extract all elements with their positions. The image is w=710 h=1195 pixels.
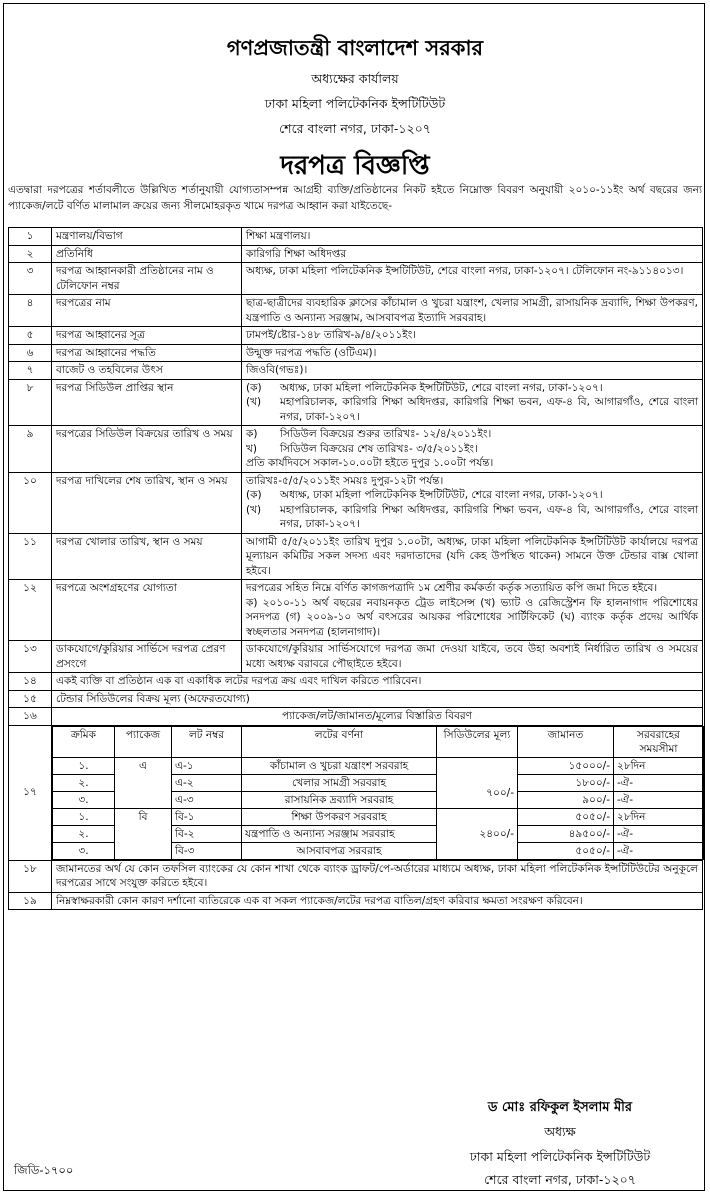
row-label: দরপত্র খোলার তারিখ, স্থান ও সময় — [52, 533, 242, 580]
gd-number: জিডি-১৭০০ — [14, 1163, 74, 1177]
lot-serial: ২. — [53, 825, 115, 842]
lot-header-row — [53, 726, 704, 757]
lot-price: ২৪০০/- — [437, 808, 518, 859]
item-text: অধ্যক্ষ, ঢাকা মহিলা পলিটেকনিক ইন্সটিটিউট, শেরে বাংলা নগর, ঢাকা-১২০৭। — [280, 489, 603, 501]
lot-description: আসবাবপত্র সরবরাহ — [242, 842, 437, 859]
lot-period: -ঐ- — [614, 825, 704, 842]
row-value: উন্মুক্ত দরপত্র পদ্ধতি (ওটিএম)। — [242, 344, 703, 362]
lot-row — [53, 757, 704, 774]
row-value: জামানতের অর্থ যে কোন তফসিল ব্যাংকের যে কোন শাখা থেকে ব্যাংক ড্রাফট/পে-অর্ডারের মাধ্যমে অধ্যক্ষ, ঢাকা মহিলা পলিটেকনিক ইন্সটিটিউটের অনুকূলে দরপত্রের সাথে সংযুক্ত করিতে হইবে। — [52, 860, 703, 892]
row-value: ছাত্র-ছাত্রীদের ব্যবহারিক ক্লাসের কাঁচামাল ও খুচরা যন্ত্রাংশ, খেলার সামগ্রী, রাসায়নিক দ্রব্যাদি, শিক্ষা উপকরণ, যন্ত্রপাতি ও অন্যান্য সরঞ্জাম, আসবাবপত্র ইত্যাদি সরবরাহ। — [242, 295, 703, 327]
signatory-name: ড মোঃ রফিকুল ইসলাম মীর — [487, 1100, 633, 1115]
row-value: টেন্ডার সিডিউলের বিক্রয় মূল্য (অফেরতযোগ্য) — [52, 690, 703, 708]
item-text: দরপত্রের সহিত নিম্নে বর্ণিত কাগজপত্রাদি ১ম শ্রেণীর কর্মকর্তা কর্তৃক সত্যায়িত কপি জমা দিতে হইবে। — [246, 582, 658, 594]
notice-title: দরপত্র বিজ্ঞপ্তি — [280, 151, 430, 181]
item-text: তারিখঃ-৫/৫/২০১১ইং সময়ঃ দুপুর-১২টা পর্যন্ত। — [246, 474, 444, 487]
header-lot: লট নম্বর — [172, 726, 242, 757]
tender-table — [8, 227, 703, 910]
row-number: ১৯ — [9, 892, 52, 910]
row-label: ডাকযোগে/কুরিয়ার সার্ভিসে দরপত্র প্রেরণ প্রসংগে — [52, 641, 242, 673]
table-row — [9, 860, 703, 892]
table-row — [9, 472, 703, 533]
lot-number: বি-২ — [172, 825, 242, 842]
lot-period: -ঐ- — [614, 842, 704, 859]
header-package: প্যাকেজ — [115, 726, 172, 757]
table-row — [9, 344, 703, 362]
row-value: প্যাকেজ/লট/জামানত/মূল্যের বিস্তারিত বিবরণ — [52, 708, 703, 726]
lot-serial: ২. — [53, 774, 115, 791]
lot-period: -ঐ- — [614, 791, 704, 808]
item-text: মহাপরিচালক, কারিগরি শিক্ষা অধিদপ্তর, কারিগরি শিক্ষা ভবন, এফ-৪ বি, আগারগাঁও, শেরে বাংলা নগর, ঢাকা-১২০৭। — [280, 396, 698, 423]
item-text: মহাপরিচালক, কারিগরি শিক্ষা অধিদপ্তর, কারিগরি শিক্ষা ভবন, এফ-৪ বি, আগারগাঁও, শেরে বাংলা নগর, ঢাকা-১২০৭। — [280, 503, 698, 530]
item-text: সিডিউল বিক্রয়ের শেষ তারিখঃ- ৩/৫/২০১১ইং। — [280, 442, 478, 455]
row-value — [242, 426, 703, 473]
row-label: দরপত্রের সিডিউল বিক্রয়ের তারিখ ও সময় — [52, 426, 242, 473]
row-value: একই ব্যক্তি বা প্রতিষ্ঠান এক বা একাধিক লটের দরপত্র ক্রয় এবং দাখিল করিতে পারিবেন। — [52, 673, 703, 691]
row-number: ১১ — [9, 533, 52, 580]
row-number: ১২ — [9, 580, 52, 641]
lot-package: এ — [115, 757, 172, 808]
row-label: দরপত্র সিডিউল প্রাপ্তির স্থান — [52, 379, 242, 426]
institute-address: শেরে বাংলা নগর, ঢাকা-১২০৭ — [279, 121, 431, 136]
signatory-address: শেরে বাংলা নগর, ঢাকা-১২০৭ — [484, 1172, 636, 1187]
lot-serial: ৩. — [53, 791, 115, 808]
item-marker: (খ) — [246, 503, 262, 516]
row-value: জিওবি(গভঃ)। — [242, 362, 703, 380]
lot-number: এ-৩ — [172, 791, 242, 808]
table-row — [9, 362, 703, 380]
row-label: দরপত্র আহ্বানের সূত্র — [52, 327, 242, 345]
lot-table — [52, 726, 704, 860]
lot-security: ১৮০০/- — [518, 774, 614, 791]
table-row — [9, 533, 703, 580]
item-text: ক) ২০১০-১১ অর্থ বছরের নবায়নকৃত ট্রেড লাইসেন্স (খ) ভ্যাট ও রেজিস্ট্রেশন ফি হালনাগাদ পরিশোধের সনদপত্র (গ) ২০০৯-১০ অর্থ বৎসরের আয়কর পরিশোধের সার্টিফিকেট (ঘ) ব্যাংক কর্তৃক প্রদেয় আর্থিক স্বচ্ছলতার সনদপত্র (হালনাগাদ)। — [246, 596, 698, 638]
lot-period: ২৮দিন — [614, 808, 704, 825]
row-label: দরপত্র দাখিলের শেষ তারিখ, স্থান ও সময় — [52, 472, 242, 533]
table-row — [9, 690, 703, 708]
lot-description: শিক্ষা উপকরণ সরবরাহ — [242, 808, 437, 825]
row-number: ১৪ — [9, 673, 52, 691]
table-row — [9, 892, 703, 910]
lot-security: ১৫০০০/- — [518, 757, 614, 774]
lot-description: কাঁচামাল ও খুচরা যন্ত্রাংশ সরবরাহ — [242, 757, 437, 774]
table-row — [9, 673, 703, 691]
row-value: কারিগরি শিক্ষা অধিদপ্তর — [242, 245, 703, 263]
government-heading: গণপ্রজাতন্ত্রী বাংলাদেশ সরকার — [226, 36, 484, 60]
row-number: ১৬ — [9, 708, 52, 726]
lot-serial: ১. — [53, 757, 115, 774]
row-value: শিক্ষা মন্ত্রণালয়। — [242, 228, 703, 246]
item-marker: ক) — [246, 428, 258, 440]
header-description: লটের বর্ণনা — [242, 726, 437, 757]
header-security: জামানত — [518, 726, 614, 757]
item-text: সিডিউল বিক্রয়ের শুরুর তারিখঃ- ১২/৪/২০১১ইং। — [280, 428, 492, 440]
lot-period: -ঐ- — [614, 774, 704, 791]
row-value: ডাকযোগে/কুরিয়ার সার্ভিসযোগে দরপত্র জমা দেওয়া যাইবে, তবে উহা অবশ্যই নির্ধারিত তারিখ ও সময়ের মধ্যে অধ্যক্ষ বরাবরে পৌছাইতে হইবে। — [242, 641, 703, 673]
signatory-institute: ঢাকা মহিলা পলিটেকনিক ইন্সটিটিউট — [469, 1149, 651, 1164]
lot-number: বি-৩ — [172, 842, 242, 859]
lot-description: খেলার সামগ্রী সরবরাহ — [242, 774, 437, 791]
row-number: ১৮ — [9, 860, 52, 892]
row-number: ৮ — [9, 379, 52, 426]
row-value — [242, 472, 703, 533]
row-value: নিম্নস্বাক্ষরকারী কোন কারণ দর্শানো ব্যতিরেকে এক বা সকল প্যাকেজ/লটের দরপত্র বাতিল/গ্রহণ করিবার ক্ষমতা সংরক্ষণ করিবেন। — [52, 892, 703, 910]
row-number: ৩ — [9, 263, 52, 295]
header-serial: ক্রমিক — [53, 726, 115, 757]
table-row — [9, 228, 703, 246]
row-number: ১৭ — [9, 725, 52, 860]
row-number: ৯ — [9, 426, 52, 473]
row-number: ১৫ — [9, 690, 52, 708]
item-marker: খ) — [246, 442, 257, 455]
item-marker: (ক) — [246, 381, 262, 394]
office-name: অধ্যক্ষের কার্যালয় — [311, 71, 399, 86]
lot-number: এ-২ — [172, 774, 242, 791]
row-label: বাজেট ও তহবিলের উৎস — [52, 362, 242, 380]
lot-description: রাসায়নিক দ্রব্যাদি সরবরাহ — [242, 791, 437, 808]
table-row — [9, 725, 703, 860]
table-row — [9, 379, 703, 426]
row-value: অধ্যক্ষ, ঢাকা মহিলা পলিটেকনিক ইন্সটিটিউট, শেরে বাংলা নগর, ঢাকা-১২০৭। টেলিফোন নং-৯১১৪০১৩। — [242, 263, 703, 295]
lot-security: ৪৯৫০০/- — [518, 825, 614, 842]
row-number: ৪ — [9, 295, 52, 327]
row-number: ২ — [9, 245, 52, 263]
row-value — [242, 580, 703, 641]
signatory-designation: অধ্যক্ষ — [544, 1124, 576, 1139]
item-text: অধ্যক্ষ, ঢাকা মহিলা পলিটেকনিক ইন্সটিটিউট, শেরে বাংলা নগর, ঢাকা-১২০৭। — [280, 381, 603, 394]
row-number: ১৩ — [9, 641, 52, 673]
table-row — [9, 295, 703, 327]
table-row — [9, 263, 703, 295]
row-number: ৫ — [9, 327, 52, 345]
row-number: ৬ — [9, 344, 52, 362]
lot-security: ৫০৫০/- — [518, 808, 614, 825]
header-price: সিডিউলের মূল্য — [437, 726, 518, 757]
lot-description: যন্ত্রপাতি ও অন্যান্য সরঞ্জাম সরবরাহ — [242, 825, 437, 842]
row-label: দরপত্রে অংশগ্রহণের যোগ্যতা — [52, 580, 242, 641]
row-number: ১ — [9, 228, 52, 246]
row-label: প্রতিনিধি — [52, 245, 242, 263]
row-label: মন্ত্রণালয়/বিভাগ — [52, 228, 242, 246]
table-row — [9, 426, 703, 473]
row-value — [242, 379, 703, 426]
lot-security: ৯০০/- — [518, 791, 614, 808]
lot-serial: ৩. — [53, 842, 115, 859]
table-row — [9, 580, 703, 641]
header-period: সরবরাহের সময়সীমা — [614, 726, 704, 757]
table-row — [9, 708, 703, 726]
item-marker: (খ) — [246, 396, 262, 408]
table-row — [9, 245, 703, 263]
lot-security: ৫০৫০/- — [518, 842, 614, 859]
row-value: ঢামপই/ষ্টোর-১৪৮ তারিখ-৯/৪/২০১১ইং। — [242, 327, 703, 345]
lot-number: বি-১ — [172, 808, 242, 825]
row-label: দরপত্র আহ্বানকারী প্রতিষ্ঠানের নাম ও টেলিফোন নম্বর — [52, 263, 242, 295]
lot-serial: ১. — [53, 808, 115, 825]
institute-name: ঢাকা মহিলা পলিটেকনিক ইন্সটিটিউট — [264, 96, 446, 111]
lot-package: বি — [115, 808, 172, 859]
intro-paragraph: এতদ্বারা দরপত্রের শর্তাবলীতে উল্লিখিত শর্তানুযায়ী যোগ্যতাসম্পন্ন আগ্রহী ব্যক্তি/প্রতিষ্ঠানের নিকট হইতে নিম্নোক্ত বিবরণ অনুযায়ী ২০১০-১১ইং অর্থ বছরের জন্য প্যাকেজ/লটে বর্ণিত মালামাল ক্রয়ের জন্য সীলমোহরকৃত খামে দরপত্র আহ্বান করা যাইতেছে- — [8, 184, 702, 212]
row-label: দরপত্র আহ্বানের পদ্ধতি — [52, 344, 242, 362]
row-label: দরপত্রের নাম — [52, 295, 242, 327]
item-marker: (ক) — [246, 489, 262, 501]
table-row — [9, 327, 703, 345]
item-text: প্রতি কার্যদিবসে সকাল-১০.০০টা হইতে দুপুর ১.০০টা পর্যন্ত। — [246, 457, 494, 469]
row-value: আগামী ৫/৫/২০১১ইং তারিখ দুপুর ১.০০টা, অধ্যক্ষ, ঢাকা মহিলা পলিটেকনিক ইন্সটিটিউট কার্যালয়ে দরপত্র মূল্যায়ন কমিটির সকল সদস্য এবং দরদাতাদের (যদি কেহ উপস্থিত থাকেন) সামনে উক্ত টেন্ডার বাক্স খোলা হইবে। — [242, 533, 703, 580]
lot-period: ২৮দিন — [614, 757, 704, 774]
lot-table-cell — [52, 725, 703, 860]
row-number: ৭ — [9, 362, 52, 380]
row-number: ১০ — [9, 472, 52, 533]
lot-number: এ-১ — [172, 757, 242, 774]
table-row — [9, 641, 703, 673]
lot-price: ৭০০/- — [437, 757, 518, 808]
lot-row — [53, 808, 704, 825]
